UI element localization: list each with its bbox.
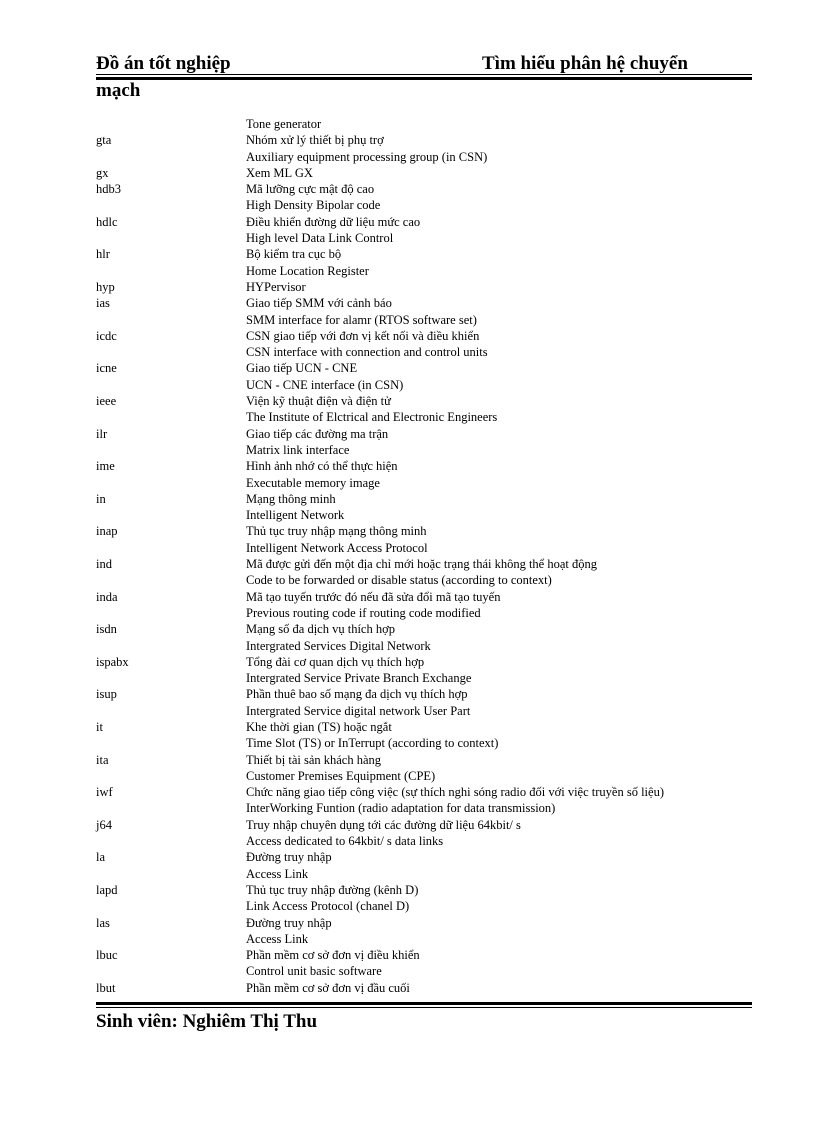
glossary-definition: InterWorking Funtion (radio adaptation for data transmission) — [246, 801, 556, 816]
glossary-abbreviation: isdn — [96, 622, 117, 637]
glossary-definition: Home Location Register — [246, 263, 369, 278]
glossary-definition: Time Slot (TS) or InTerrupt (according to context) — [246, 736, 499, 751]
glossary-line — [96, 963, 752, 979]
glossary-line — [96, 442, 752, 458]
glossary-line — [96, 523, 752, 539]
glossary-list — [96, 116, 752, 996]
glossary-line — [96, 735, 752, 751]
glossary-abbreviation: ieee — [96, 394, 117, 409]
glossary-line — [96, 540, 752, 556]
glossary-abbreviation: hdlc — [96, 214, 118, 229]
glossary-line — [96, 230, 752, 246]
glossary-line — [96, 638, 752, 654]
glossary-abbreviation: isup — [96, 687, 117, 702]
glossary-line — [96, 197, 752, 213]
glossary-line — [96, 246, 752, 262]
glossary-line — [96, 768, 752, 784]
glossary-abbreviation: hlr — [96, 247, 110, 262]
glossary-abbreviation: inda — [96, 589, 118, 604]
glossary-line — [96, 572, 752, 588]
glossary-line — [96, 214, 752, 230]
glossary-definition: Access dedicated to 64kbit/ s data links — [246, 834, 444, 849]
glossary-definition: Intergrated Services Digital Network — [246, 638, 431, 653]
glossary-definition: Tone generator — [246, 117, 322, 131]
glossary-line — [96, 393, 752, 409]
glossary-definition: Phần thuê bao số mạng đa dịch vụ thích hợp — [246, 687, 468, 702]
glossary-definition: High level Data Link Control — [246, 231, 394, 246]
glossary-line — [96, 279, 752, 295]
glossary-line — [96, 882, 752, 898]
glossary-definition: Giao tiếp UCN - CNE — [246, 361, 358, 376]
glossary-abbreviation: gta — [96, 133, 112, 148]
glossary-abbreviation: ime — [96, 459, 115, 474]
glossary-definition: Executable memory image — [246, 475, 380, 490]
glossary-line — [96, 377, 752, 393]
glossary-line — [96, 654, 752, 670]
glossary-line — [96, 947, 752, 963]
glossary-abbreviation: icdc — [96, 328, 117, 343]
glossary-abbreviation: ita — [96, 752, 109, 767]
glossary-line — [96, 475, 752, 491]
thesis-title: Đồ án tốt nghiệp — [96, 53, 231, 74]
glossary-abbreviation: ispabx — [96, 654, 129, 669]
glossary-abbreviation: lbuc — [96, 948, 118, 963]
glossary-line — [96, 181, 752, 197]
glossary-definition: CSN interface with connection and control units — [246, 345, 488, 360]
glossary-definition: Intergrated Service digital network User Part — [246, 703, 471, 718]
glossary-line — [96, 328, 752, 344]
glossary-definition: The Institute of Elctrical and Electronic Engineers — [246, 410, 498, 425]
glossary-definition: SMM interface for alamr (RTOS software set) — [246, 312, 477, 327]
glossary-definition: Mã tạo tuyến trước đó nếu đã sửa đổi mã tạo tuyến — [246, 589, 501, 604]
page-header — [96, 52, 752, 76]
glossary-definition: Mạng số đa dịch vụ thích hợp — [246, 622, 395, 637]
glossary-definition: Link Access Protocol (chanel D) — [246, 899, 410, 914]
chapter-title-continuation: mạch — [96, 80, 141, 101]
glossary-line — [96, 426, 752, 442]
glossary-abbreviation: hdb3 — [96, 182, 121, 197]
glossary-line — [96, 670, 752, 686]
glossary-abbreviation: iwf — [96, 785, 113, 800]
glossary-line — [96, 833, 752, 849]
glossary-definition: Customer Premises Equipment (CPE) — [246, 768, 436, 783]
glossary-line — [96, 491, 752, 507]
glossary-line — [96, 915, 752, 931]
glossary-abbreviation: la — [96, 850, 106, 865]
glossary-line — [96, 980, 752, 996]
glossary-abbreviation: gx — [96, 165, 109, 180]
glossary-definition: Code to be forwarded or disable status (according to context) — [246, 573, 552, 588]
glossary-definition: Access Link — [246, 931, 309, 946]
glossary-line — [96, 295, 752, 311]
glossary-line — [96, 149, 752, 165]
glossary-definition: Phần mềm cơ sở đơn vị đầu cuối — [246, 980, 410, 995]
glossary-definition: CSN giao tiếp với đơn vị kết nối và điều khiển — [246, 328, 480, 343]
glossary-definition: Thủ tục truy nhập đường (kênh D) — [246, 882, 419, 897]
glossary-abbreviation: lapd — [96, 882, 118, 897]
glossary-line — [96, 719, 752, 735]
glossary-line — [96, 556, 752, 572]
glossary-definition: Xem ML GX — [246, 165, 313, 180]
glossary-definition: Intelligent Network Access Protocol — [246, 540, 428, 555]
glossary-definition: Control unit basic software — [246, 964, 382, 979]
glossary-abbreviation: it — [96, 719, 103, 734]
glossary-definition: Điều khiển đường dữ liệu mức cao — [246, 214, 421, 229]
footer-rule-thin — [96, 1007, 752, 1008]
glossary-definition: Tổng đài cơ quan dịch vụ thích hợp — [246, 654, 425, 669]
glossary-abbreviation: ind — [96, 557, 112, 572]
glossary-definition: HYPervisor — [246, 279, 306, 294]
glossary-abbreviation: j64 — [96, 817, 112, 832]
header-rule-thin — [96, 74, 752, 75]
glossary-abbreviation: hyp — [96, 279, 115, 294]
glossary-definition: Đường truy nhập — [246, 915, 332, 930]
glossary-line — [96, 703, 752, 719]
glossary-abbreviation: lbut — [96, 980, 116, 995]
glossary-abbreviation: inap — [96, 524, 118, 539]
glossary-definition: Intergrated Service Private Branch Exchange — [246, 671, 472, 686]
glossary-line — [96, 360, 752, 376]
glossary-line — [96, 344, 752, 360]
header-rule-thick — [96, 77, 752, 80]
glossary-definition: Mạng thông minh — [246, 491, 336, 506]
glossary-definition: Intelligent Network — [246, 508, 345, 523]
glossary-definition: Giao tiếp các đường ma trận — [246, 426, 389, 441]
glossary-line — [96, 686, 752, 702]
glossary-line — [96, 132, 752, 148]
glossary-line — [96, 800, 752, 816]
glossary-definition: Thủ tục truy nhập mạng thông minh — [246, 524, 427, 539]
glossary-line — [96, 752, 752, 768]
glossary-line — [96, 409, 752, 425]
glossary-line — [96, 312, 752, 328]
glossary-definition: Thiết bị tài sản khách hàng — [246, 752, 382, 767]
glossary-definition: UCN - CNE interface (in CSN) — [246, 377, 404, 392]
glossary-definition: Đường truy nhập — [246, 850, 332, 865]
footer-rule-thick — [96, 1002, 752, 1005]
glossary-line — [96, 458, 752, 474]
glossary-line — [96, 931, 752, 947]
glossary-definition: Truy nhập chuyên dụng tới các đường dữ liệu 64kbit/ s — [246, 817, 521, 832]
chapter-title: Tìm hiểu phân hệ chuyển — [482, 53, 688, 74]
glossary-definition: Chức năng giao tiếp công việc (sự thích nghi sóng radio đối với việc truyền số liệu) — [246, 785, 664, 800]
glossary-definition: Mã lưỡng cực mật độ cao — [246, 182, 375, 197]
glossary-definition: Matrix link interface — [246, 442, 350, 457]
glossary-abbreviation: icne — [96, 361, 117, 376]
glossary-line — [96, 263, 752, 279]
glossary-line — [96, 165, 752, 181]
glossary-definition: High Density Bipolar code — [246, 198, 381, 213]
glossary-abbreviation: las — [96, 915, 110, 930]
glossary-line — [96, 507, 752, 523]
glossary-definition: Nhóm xử lý thiết bị phụ trợ — [246, 133, 384, 148]
glossary-line — [96, 116, 752, 132]
glossary-line — [96, 817, 752, 833]
glossary-abbreviation: ilr — [96, 426, 108, 441]
glossary-line — [96, 866, 752, 882]
glossary-line — [96, 898, 752, 914]
glossary-definition: Khe thời gian (TS) hoặc ngắt — [246, 719, 392, 734]
glossary-definition: Access Link — [246, 866, 309, 881]
glossary-line — [96, 589, 752, 605]
glossary-line — [96, 849, 752, 865]
glossary-line — [96, 784, 752, 800]
glossary-definition: Previous routing code if routing code modified — [246, 605, 481, 620]
glossary-definition: Hình ảnh nhớ có thể thực hiện — [246, 459, 398, 474]
glossary-abbreviation: in — [96, 491, 106, 506]
glossary-definition: Phần mềm cơ sở đơn vị điều khiển — [246, 948, 420, 963]
glossary-definition: Auxiliary equipment processing group (in CSN) — [246, 149, 488, 164]
glossary-line — [96, 605, 752, 621]
glossary-abbreviation: ias — [96, 296, 110, 311]
glossary-definition: Mã được gửi đến một địa chỉ mới hoặc trạng thái không thể hoạt động — [246, 557, 598, 572]
glossary-line — [96, 621, 752, 637]
glossary-definition: Viện kỹ thuật điện và điện tử — [246, 394, 391, 409]
student-name: Sinh viên: Nghiêm Thị Thu — [96, 1011, 318, 1032]
glossary-definition: Bộ kiểm tra cục bộ — [246, 247, 342, 262]
glossary-definition: Giao tiếp SMM với cảnh báo — [246, 296, 392, 311]
